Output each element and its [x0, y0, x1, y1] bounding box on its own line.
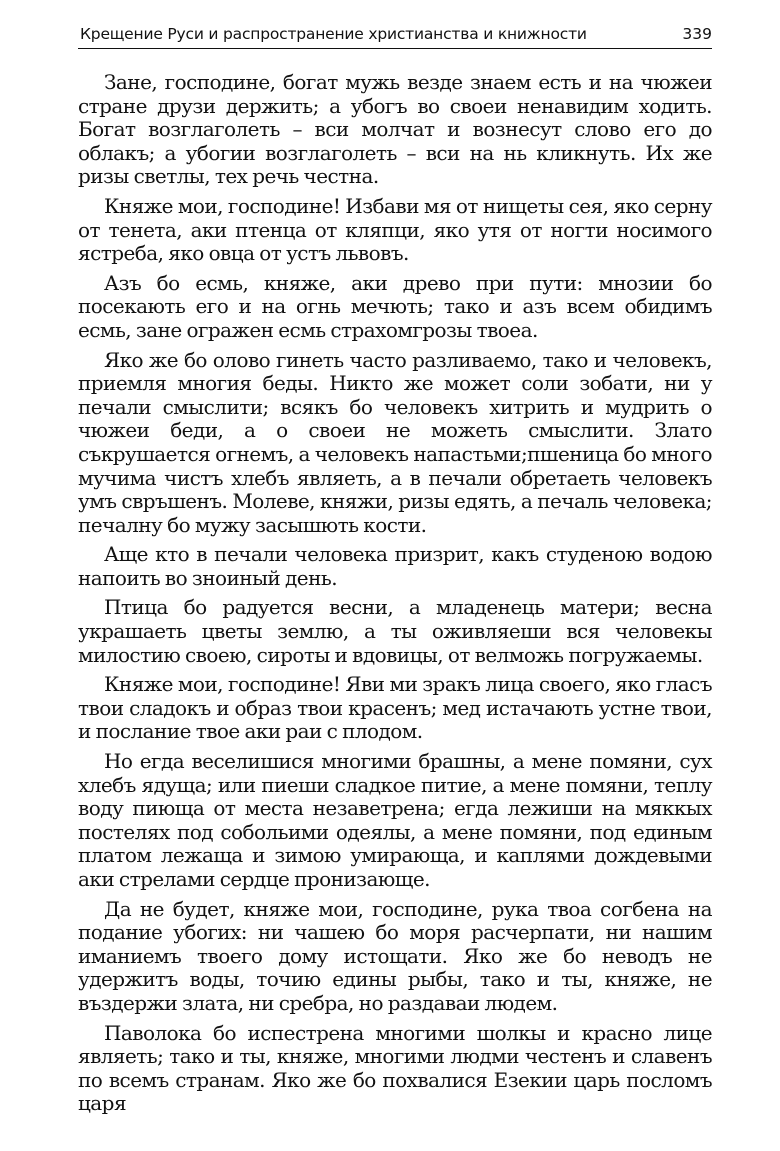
paragraph: Княже мои, господине! Избави мя от нищеты сея, яко серну от тенета, аки птенца от кляпци, яко утя от ногти носимого ястреба, яко овца от устъ львовъ. — [78, 193, 712, 266]
running-title: Крещение Руси и распространение христианства и книжности — [80, 25, 587, 43]
paragraph: Княже мои, господине! Яви ми зракъ лица своего, яко гласъ твои сладокъ и образ твои красенъ; мед истачають устне твои, и послание твое аки раи с плодом. — [78, 672, 712, 744]
paragraph: Зане, господине, богат мужь везде знаем есть и на чюжеи стране друзи держить; а убогъ во своеи ненавидим ходить. Богат возглаголеть – вси молчат и вознесут слово его до облакъ; а убогии возглаголеть – вси на нь кликнуть. Их же ризы светлы, тех речь честна. — [78, 70, 712, 189]
page-number: 339 — [682, 25, 712, 43]
body-text — [78, 71, 712, 1122]
paragraph: Да не будет, княже мои, господине, рука твоа согбена на подание убогих: ни чашею бо моря расчерпати, ни нашим иманиемъ твоего дому истощати. Яко же бо неводъ не удержитъ воды, точию едины рыбы, тако и ты, княже, не въздержи злата, ни сребра, но раздаваи людем. — [78, 896, 712, 1015]
paragraph: Но егда веселишися многими брашны, а мене помяни, сух хлебъ ядуща; или пиеши сладкое питие, а мене помяни, теплу воду пиюща от места незаветрена; егда лежиши на мяккых постелях под собольими одеялы, а мене помяни, под единым платом лежаща и зимою умирающа, и каплями дождевыми аки стрелами сердце пронизающе. — [78, 749, 712, 891]
paragraph: Аще кто в печали человека призрит, какъ студеною водою напоить во зноиный день. — [78, 542, 712, 590]
paragraph: Азъ бо есмь, княже, аки древо при пути: мнозии бо посекають его и на огнь мечють; тако и азъ всем обидимъ есмь, зане огражен есмь страхомгрозы твоеа. — [78, 270, 712, 342]
paragraph: Птица бо радуется весни, а младенець матери; весна украшаеть цветы землю, а ты оживляеши вся человекы милостию своею, сироты и вдовицы, от велможь погружаемы. — [78, 595, 712, 667]
paragraph: Паволока бо испестрена многими шолкы и красно лице являеть; тако и ты, княже, многими людми честенъ и славенъ по всемъ странам. Яко же бо похвалися Езекии царь посломъ царя — [78, 1020, 712, 1116]
paragraph: Яко же бо олово гинеть часто разливаемо, тако и человекъ, приемля многия беды. Никто же может соли зобати, ни у печали смыслити; всякъ бо человекъ хитрить и мудрить о чюжеи беди, а о своеи не можеть смыслити. Злато съкрушается огнемъ, а человекъ напастьми;пшеница бо много мучима чистъ хлебъ являеть, а в печали обретаеть человекъ умъ свръшенъ. Молеве, княжи, ризы едять, а печаль человека; печалну бо мужу засышють кости. — [78, 347, 712, 537]
running-header — [78, 22, 712, 49]
